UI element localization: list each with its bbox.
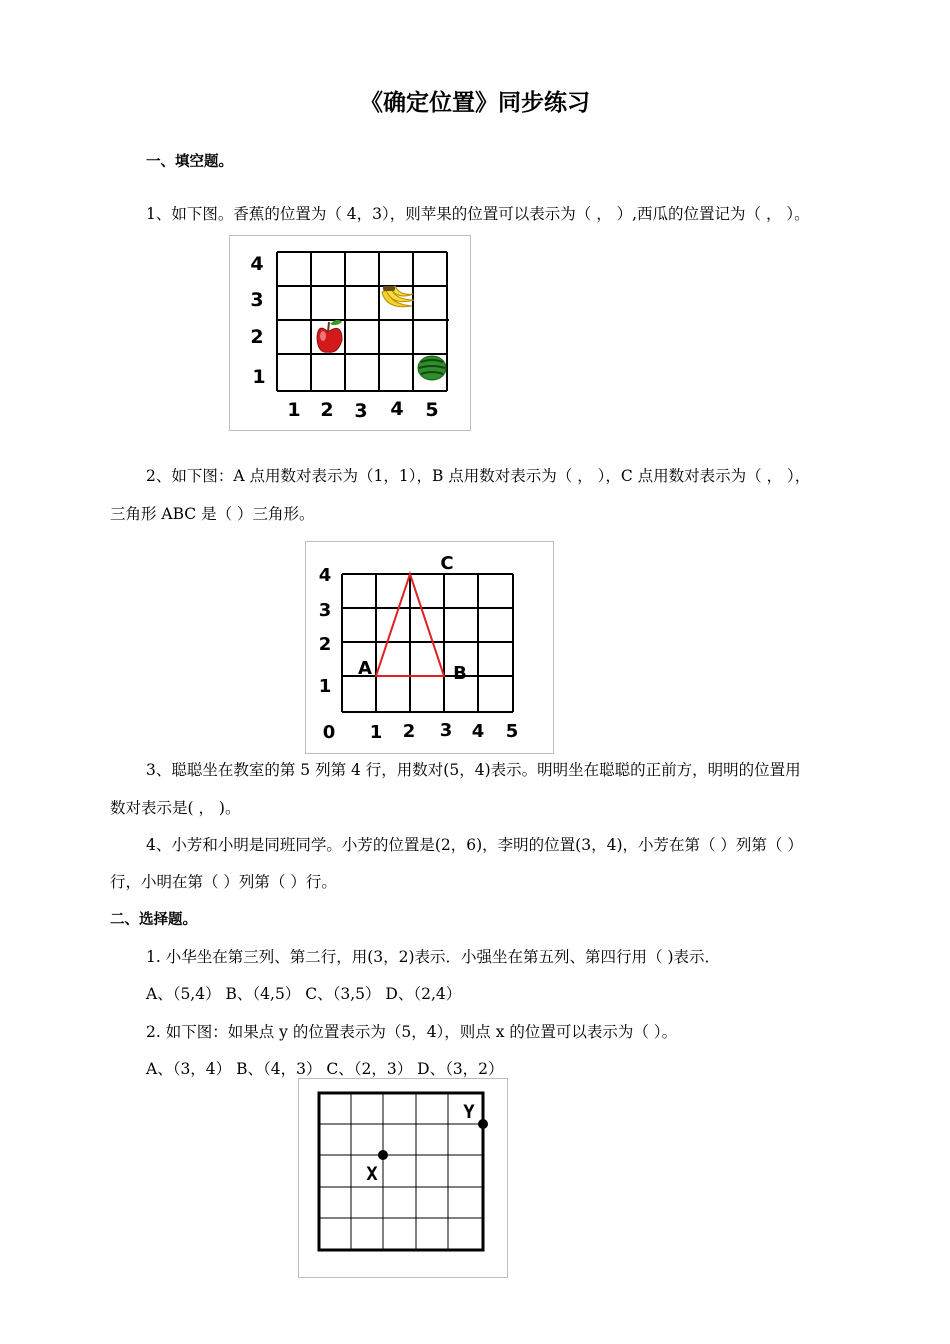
banana-icon	[382, 286, 414, 307]
point-label-x: X	[366, 1163, 378, 1185]
row-label: 0	[322, 722, 336, 743]
row-label: 1	[252, 366, 266, 388]
col-label: 3	[439, 720, 453, 741]
choice-question-1-text: 1. 小华坐在第三列、第二行，用(3，2)表示．小强坐在第五列、第四行用（ )表示．	[146, 948, 721, 966]
point-label-b: B	[453, 663, 467, 684]
col-label: 5	[505, 721, 519, 742]
question-4-text-line1: 4、小芳和小明是同班同学。小芳的位置是(2，6)，李明的位置(3，4)，小芳在第（ ）列第（ ）	[146, 836, 803, 854]
row-label: 4	[318, 565, 332, 586]
section-heading-choice: 二、选择题。	[110, 912, 197, 928]
page-title: 《确定位置》同步练习	[360, 90, 590, 116]
question-1-text: 1、如下图。香蕉的位置为（ 4，3），则苹果的位置可以表示为（ ， ）,西瓜的位置记为（ ， ）。	[146, 205, 810, 223]
point-x-dot	[378, 1150, 388, 1160]
triangle-grid-figure	[305, 541, 554, 754]
col-label: 3	[354, 400, 368, 422]
col-label: 4	[390, 398, 404, 420]
question-3-text-line2: 数对表示是( ， )。	[110, 799, 241, 817]
row-label: 2	[318, 634, 332, 655]
watermelon-icon	[418, 356, 446, 380]
apple-icon	[317, 320, 342, 352]
xy-grid-figure	[298, 1078, 508, 1278]
col-label: 1	[287, 399, 301, 421]
col-label: 5	[425, 399, 439, 421]
row-label: 4	[250, 253, 264, 275]
question-2-text-line1: 2、如下图：A 点用数对表示为（1，1），B 点用数对表示为（ ， ），C 点用数对表示为（ ， ），	[146, 467, 811, 485]
col-label: 2	[320, 399, 334, 421]
col-label: 2	[402, 721, 416, 742]
point-label-a: A	[358, 658, 372, 679]
row-label: 3	[318, 600, 332, 621]
fruit-grid-figure	[229, 235, 471, 431]
point-y-dot	[478, 1119, 488, 1129]
choice-question-2-options: A、（3，4） B、（4，3） C、（2，3） D、（3，2）	[146, 1060, 504, 1078]
col-label: 1	[369, 722, 383, 743]
choice-question-2-text: 2. 如下图：如果点 y 的位置表示为（5，4），则点 x 的位置可以表示为（ ）。	[146, 1023, 678, 1041]
point-label-c: C	[440, 553, 454, 574]
question-2-text-line2: 三角形 ABC 是（ ）三角形。	[110, 505, 315, 523]
row-label: 1	[318, 676, 332, 697]
row-label: 3	[250, 289, 264, 311]
section-heading-fill-blank: 一、填空题。	[146, 154, 233, 170]
question-3-text-line1: 3、聪聪坐在教室的第 5 列第 4 行，用数对(5，4)表示。明明坐在聪聪的正前方，明明的位置用	[146, 761, 801, 779]
point-label-y: Y	[463, 1101, 475, 1123]
choice-question-1-options: A、（5,4） B、（4,5） C、（3,5） D、（2,4）	[146, 985, 462, 1003]
row-label: 2	[250, 326, 264, 348]
question-4-text-line2: 行，小明在第（ ）列第（ ）行。	[110, 873, 337, 891]
col-label: 4	[471, 721, 485, 742]
